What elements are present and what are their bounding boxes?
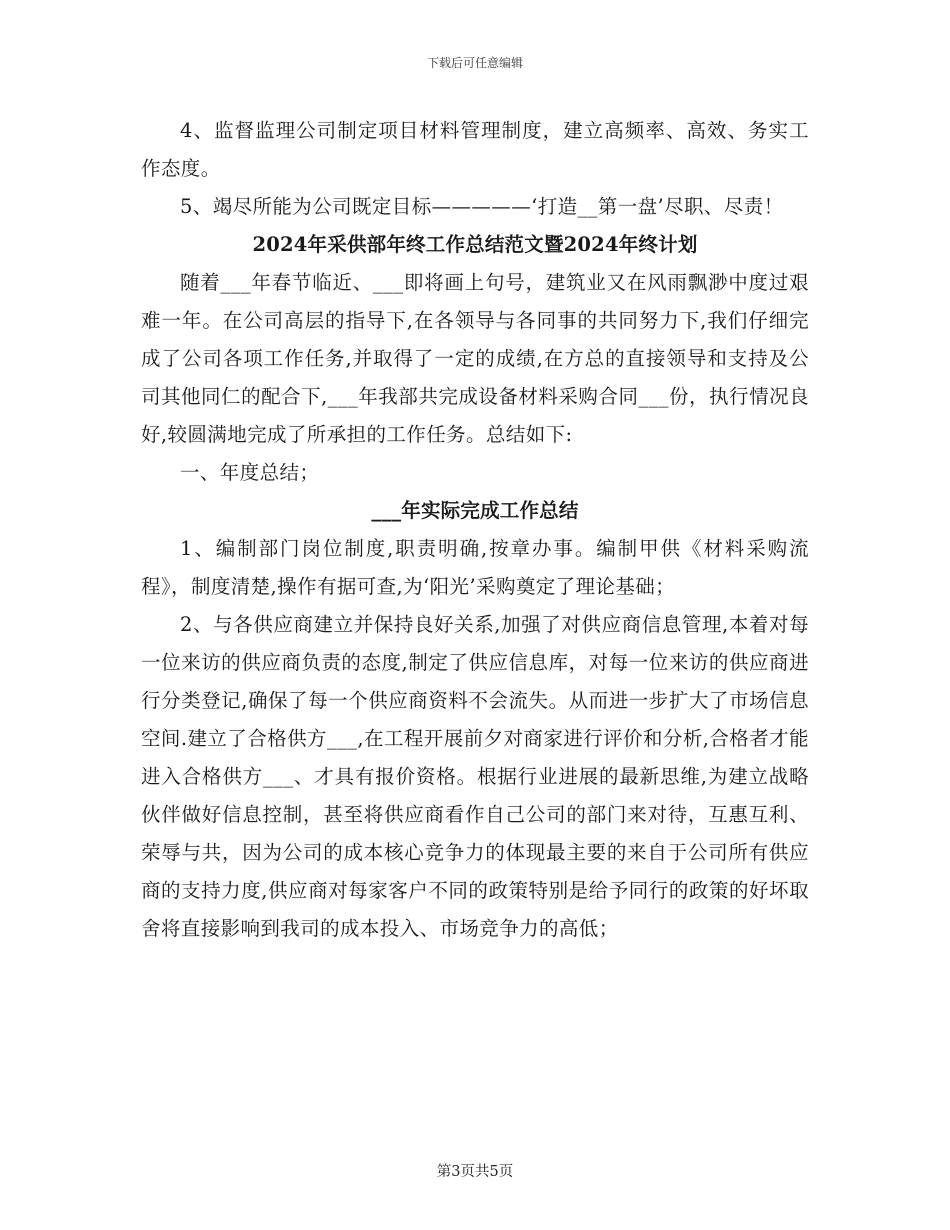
- paragraph-item-2: 2、与各供应商建立并保持良好关系,加强了对供应商信息管理,本着对每一位来访的供应商负责的态度,制定了供应信息库，对每一位来访的供应商进行分类登记,确保了每一个供应商资料不会流失。从而进一步扩大了市场信息空间.建立了合格供方___,在工程开展前夕对商家进行评价和分析,合格者才能进入合格供方___、才具有报价资格。根据行业进展的最新思维,为建立战略伙伴做好信息控制，甚至将供应商看作自己公司的部门来对待，互惠互利、荣辱与共，因为公司的成本核心竞争力的体现最主要的来自于公司所有供应商的支持力度,供应商对每家客户不同的政策特别是给予同行的政策的好坏取舍将直接影响到我司的成本投入、市场竞争力的高低；: [141, 613, 809, 940]
- document-title: 2024年采供部年终工作总结范文暨2024年终计划: [252, 233, 698, 256]
- page-header: 下载后可任意编辑: [426, 56, 523, 70]
- paragraph-intro: 随着___年春节临近、___即将画上句号，建筑业又在风雨飘渺中度过艰难一年。在公司高层的指导下,在各领导与各同事的共同努力下,我们仔细完成了公司各项工作任务,并取得了一定的成绩,在方总的直接领导和支持及公司其他同仁的配合下,___年我部共完成设备材料采购合同___份，执行情况良好,较圆满地完成了所承担的工作任务。总结如下:: [141, 271, 809, 446]
- document-body: [141, 112, 809, 948]
- paragraph-item-5: 5、竭尽所能为公司既定目标—————‘打造__第一盘’尽职、尽责！: [180, 195, 784, 218]
- paragraph-item-1: 1、编制部门岗位制度,职责明确,按章办事。编制甲供《材料采购流程》，制度清楚,操作有据可查,为‘阳光’采购奠定了理论基础；: [141, 537, 809, 598]
- section-heading-completed-work: ___年实际完成工作总结: [371, 499, 579, 522]
- section-annual-summary: 一、年度总结；: [180, 461, 320, 484]
- paragraph-item-4: 4、监督监理公司制定项目材料管理制度，建立高频率、高效、务实工作态度。: [141, 119, 809, 180]
- page-footer: 第3页共5页: [436, 1164, 514, 1180]
